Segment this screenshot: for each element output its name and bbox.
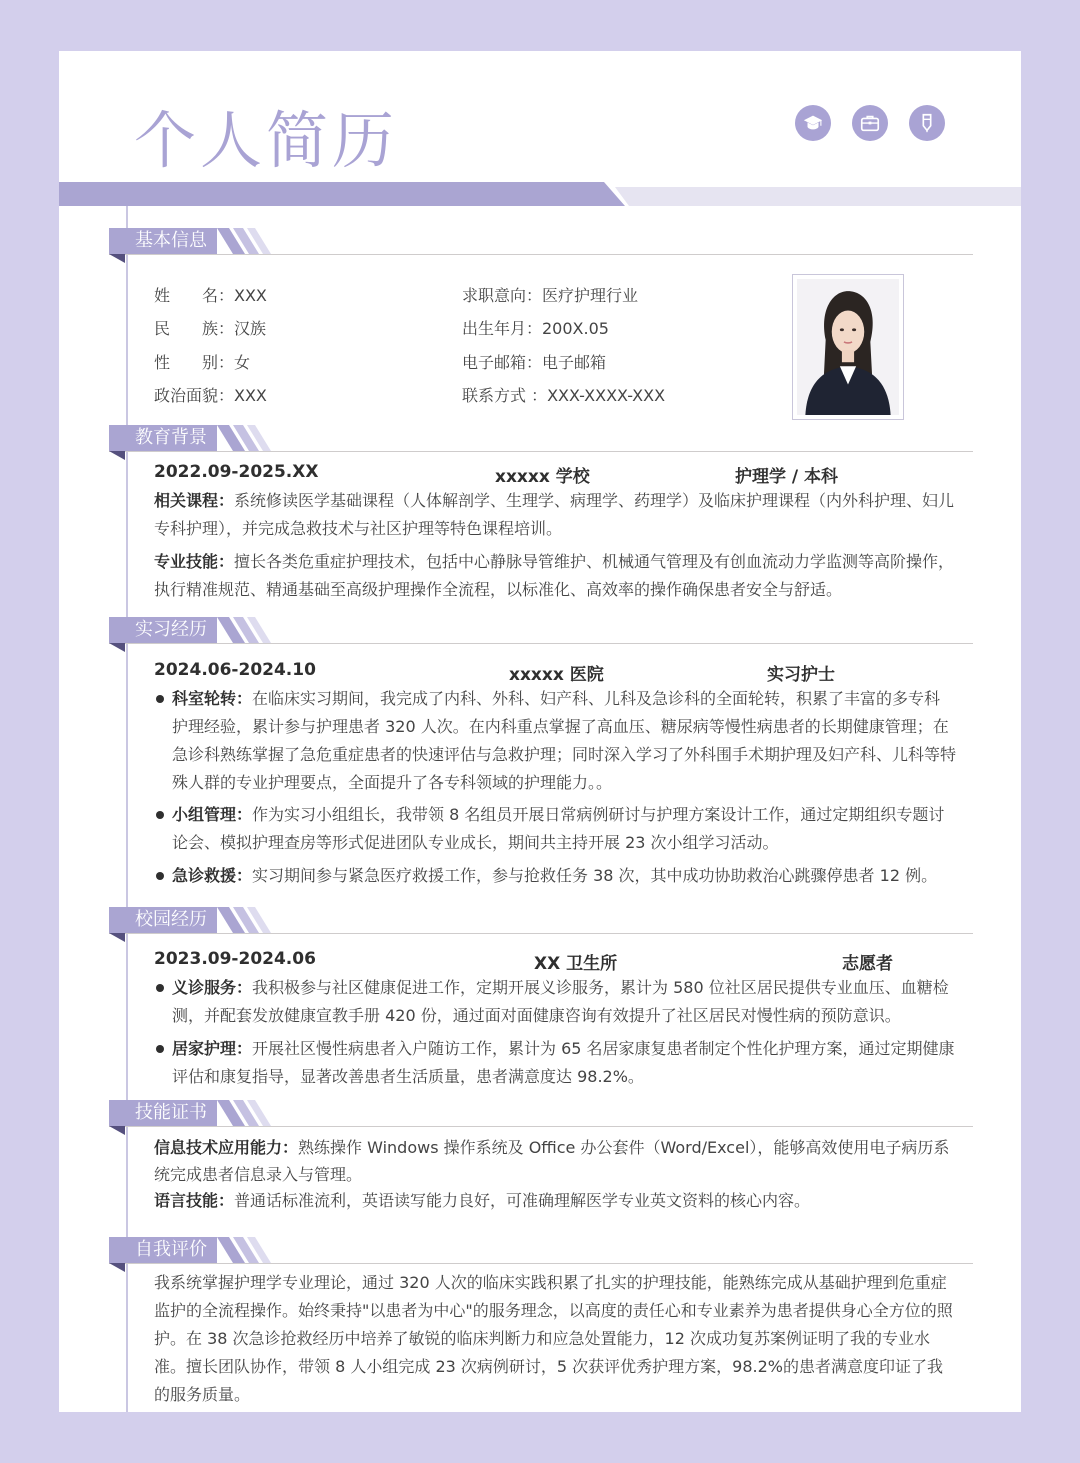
internship-org: xxxxx 医院 <box>509 665 604 685</box>
timeline-line <box>126 206 128 1412</box>
section-skills <box>109 1100 973 1134</box>
section-title: 技能证书 <box>109 1100 217 1126</box>
campus-row <box>154 949 893 974</box>
campus-item: 义诊服务：我积极参与社区健康促进工作，定期开展义诊服务，累计为 580 位社区居民提供专业血压、血糖检测，并配套发放健康宣教手册 420 份，通过面对面健康咨询有效提升了社区居民对慢性病的预防意识。 <box>156 974 956 1030</box>
section-stripes <box>217 1100 273 1126</box>
skills-language: 语言技能：普通话标准流利，英语读写能力良好，可准确理解医学专业英文资料的核心内容。 <box>154 1191 811 1210</box>
education-major: 护理学 / 本科 <box>735 467 839 487</box>
resume-title: 个人简历 <box>134 104 399 177</box>
section-title: 基本信息 <box>109 228 217 254</box>
section-stripes <box>217 228 273 254</box>
internship-role: 实习护士 <box>767 665 835 685</box>
profile-photo <box>792 274 904 420</box>
self-eval-text: 我系统掌握护理学专业理论，通过 320 人次的临床实践积累了扎实的护理技能，能熟练完成从基础护理到危重症监护的全流程操作。始终秉持"以患者为中心"的服务理念，以高度的责任心和专业素养为患者提供身心全方位的照护。在 38 次急诊抢救经历中培养了敏锐的临床判断力和应急处置能力，12 次成功复苏案例证明了我的专业水准。擅长团队协作，带领 8 人小组完成 23 次病例研讨，5 次获评优秀护理方案，98.2%的患者满意度印证了我的服务质量。 <box>154 1273 953 1404</box>
graduation-cap-icon <box>795 105 831 141</box>
education-row <box>154 462 854 487</box>
info-email: 电子邮箱：电子邮箱 <box>462 353 607 372</box>
education-school: xxxxx 学校 <box>495 467 590 487</box>
info-ethnicity: 民 族：汉族 <box>154 319 267 338</box>
campus-item: 居家护理：开展社区慢性病患者入户随访工作，累计为 65 名居家康复患者制定个性化护理方案，通过定期健康评估和康复指导，显著改善患者生活质量，患者满意度达 98.2%。 <box>156 1035 956 1091</box>
header-icons <box>795 105 945 141</box>
bullet-dot <box>156 811 164 819</box>
resume-page <box>59 51 1021 1412</box>
section-stripes <box>217 425 273 451</box>
info-job-intent: 求职意向：医疗护理行业 <box>462 286 639 305</box>
section-stripes <box>217 1237 273 1263</box>
campus-period: 2023.09-2024.06 <box>154 949 316 969</box>
bullet-dot <box>156 695 164 703</box>
section-stripes <box>217 617 273 643</box>
internship-period: 2024.06-2024.10 <box>154 660 316 680</box>
section-title: 校园经历 <box>109 907 217 933</box>
header-band <box>59 182 625 206</box>
info-birth: 出生年月：200X.05 <box>462 319 609 338</box>
internship-item: 急诊救援：实习期间参与紧急医疗救援工作，参与抢救任务 38 次，其中成功协助救治心跳骤停患者 12 例。 <box>156 862 956 890</box>
campus-role: 志愿者 <box>842 954 893 974</box>
bullet-dot <box>156 984 164 992</box>
bullet-dot <box>156 1045 164 1053</box>
info-contact: 联系方式 ：XXX-XXXX-XXX <box>462 386 666 405</box>
internship-row <box>154 660 854 685</box>
info-name: 姓 名：XXX <box>154 286 267 305</box>
section-title: 自我评价 <box>109 1237 217 1263</box>
education-skills: 专业技能：擅长各类危重症护理技术，包括中心静脉导管维护、机械通气管理及有创血流动力学监测等高阶操作，执行精准规范、精通基础至高级护理操作全流程，以标准化、高效率的操作确保患者安全与舒适。 <box>154 552 955 599</box>
info-politics: 政治面貌：XXX <box>154 386 267 405</box>
internship-item: 科室轮转：在临床实习期间，我完成了内科、外科、妇产科、儿科及急诊科的全面轮转，积累了丰富的多专科护理经验，累计参与护理患者 320 人次。在内科重点掌握了高血压、糖尿病等慢性病患者的长期健康管理；在急诊科熟练掌握了急危重症患者的快速评估与急救护理；同时深入学习了外科围手术期护理及妇产科、儿科等特殊人群的专业护理要点，全面提升了各专科领域的护理能力。。 <box>156 685 956 797</box>
section-education <box>109 425 973 459</box>
campus-org: XX 卫生所 <box>534 954 618 974</box>
education-period: 2022.09-2025.XX <box>154 462 319 482</box>
section-title: 实习经历 <box>109 617 217 643</box>
education-courses: 相关课程：系统修读医学基础课程（人体解剖学、生理学、病理学、药理学）及临床护理课程（内外科护理、妇儿专科护理），并完成急救技术与社区护理等特色课程培训。 <box>154 491 955 538</box>
internship-item: 小组管理：作为实习小组组长，我带领 8 名组员开展日常病例研讨与护理方案设计工作，通过定期组织专题讨论会、模拟护理查房等形式促进团队专业成长，期间共主持开展 23 次小组学习活动。 <box>156 801 956 857</box>
section-basic-info <box>109 228 973 262</box>
portrait-icon <box>797 279 899 415</box>
section-title: 教育背景 <box>109 425 217 451</box>
section-self-eval <box>109 1237 973 1271</box>
bullet-dot <box>156 872 164 880</box>
section-campus <box>109 907 973 941</box>
section-stripes <box>217 907 273 933</box>
header-band-light <box>615 187 1021 206</box>
pencil-icon <box>909 105 945 141</box>
briefcase-icon <box>852 105 888 141</box>
skills-it: 信息技术应用能力：熟练操作 Windows 操作系统及 Office 办公套件（Word/Excel），能够高效使用电子病历系统完成患者信息录入与管理。 <box>154 1138 950 1184</box>
info-gender: 性 别：女 <box>154 353 251 372</box>
section-internship <box>109 617 973 651</box>
